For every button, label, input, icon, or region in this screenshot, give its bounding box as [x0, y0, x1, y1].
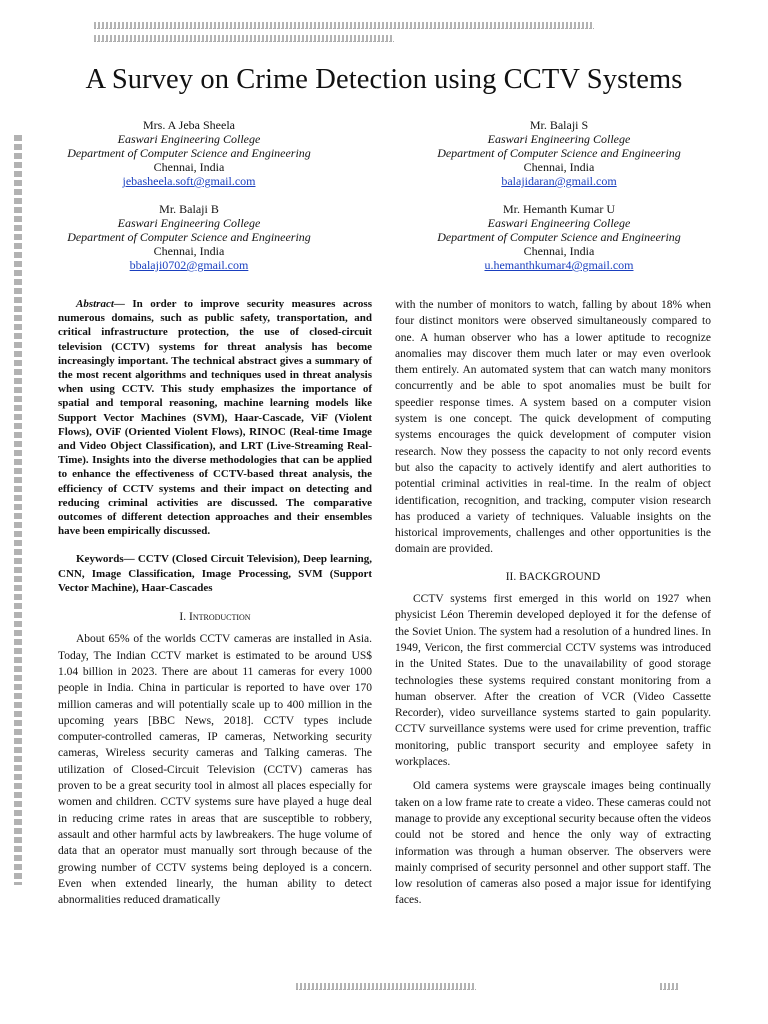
- abstract-text: In order to improve security measures across numerous domains, such as public safety, transportation, and critical infrastructure protection, the use of closed-circuit television (CCTV) systems for threat analysis has become increasingly important. The technical abstract gives a summary of the most recent algorithms and techniques used in threat analysis when using CCTV. This study emphasizes the importance of spatial and temporal reasoning, machine learning models like Support Vector Machines (SVM), Haar-Cascade, ViF (Violent Flows), OViF (Oriented Violent Flows), RINOC (Real-time Image and Video Object Classification), and LRT (Live-Streaming Real-Time). Insights into the diverse methodologies that can be applied to enhance the effectiveness of CCTV-based threat analysis, the efficiency of CCTV systems and their impact on detecting and reducing criminal activities are discussed. The comparative outcomes of different detection approaches and their ensembles have been empirically discussed.: [58, 298, 372, 538]
- author-college: Easwari Engineering College: [487, 216, 631, 230]
- author-college: Easwari Engineering College: [117, 216, 261, 230]
- footer-page-number-noise: [660, 983, 678, 990]
- author-city: Chennai, India: [153, 244, 225, 258]
- author-dept: Department of Computer Science and Engineering: [437, 230, 681, 244]
- author-college: Easwari Engineering College: [117, 132, 261, 146]
- author-dept: Department of Computer Science and Engineering: [437, 146, 681, 160]
- author-college: Easwari Engineering College: [487, 132, 631, 146]
- author-name: Mrs. A Jeba Sheela: [143, 118, 235, 132]
- abstract: [58, 297, 372, 538]
- author-city: Chennai, India: [523, 244, 595, 258]
- header-noise: [94, 22, 594, 48]
- author-email-link[interactable]: u.hemanthkumar4@gmail.com: [484, 258, 634, 272]
- author-dept: Department of Computer Science and Engineering: [67, 146, 311, 160]
- footer-noise: [296, 983, 476, 990]
- header-noise-line: [94, 22, 594, 29]
- side-margin-marks: [14, 135, 22, 885]
- introduction-text: About 65% of the worlds CCTV cameras are installed in Asia. Today, The Indian CCTV market is estimated to be around US$ 1.04 billion in 2023. There are about 11 cameras for every 1000 people in India. China in particular is reported to have over 170 million cameras and will potentially scale up to 400 million in the upcoming years [BBC News, 2018]. CCTV types include computer-controlled cameras, IP cameras, Networking security cameras, Wireless security cameras and Talking cameras. The utilization of Closed-Circuit Television (CCTV) cameras has proven to be a great security tool in almost all places especially for women and children. CCTV systems sure have played a huge deal in reducing crime rates in areas that are susceptible to robbery, assault and other harmful acts by lawbreakers. The huge volume of data that an operator must manually sort through because of the growing number of CCTV systems being deployed is a concern. Even when extended linearly, the human ability to detect abnormalities reduced dramatically: [58, 633, 372, 907]
- author-email-link[interactable]: bbalaji0702@gmail.com: [129, 258, 249, 272]
- author-name: Mr. Balaji B: [159, 202, 219, 216]
- background-paragraph-2: Old camera systems were grayscale images being continually taken on a low frame rate to create a video. These cameras could not manage to provide any exceptional security because often the videos could not be stored and hence the only way of extracting information was through a human observer. The observers were mainly comprised of security personnel and other support staff. The low resolution of cameras also posed a major issue for identifying faces.: [395, 780, 711, 907]
- author-city: Chennai, India: [523, 160, 595, 174]
- introduction-continued-text: with the number of monitors to watch, falling by about 18% when four distinct monitors were observed simultaneously compared to one. A human observer who has a lower aptitude to recognize anomalies may discover them much later or may even overlook them entirely. An automated system that can watch many monitors concurrently and be able to spot anomalies must be built for speedier response times. A system based on a computer vision system is one concept. The quick development of computing systems encourages the quick development of computer vision research. Now they possess the capacity to not only record events but also the capacity to actively identify and alert authorities to potential criminal activities in real-time. In the realm of object identification, recognition, and tracking, computer vision research has produced a variety of techniques. Valuable insights on the historical improvements, challenges and other opportunities is the domain are provided.: [395, 299, 711, 556]
- author-name: Mr. Hemanth Kumar U: [503, 202, 615, 216]
- header-noise-line: [94, 35, 394, 42]
- keywords-text: CCTV (Closed Circuit Television), Deep learning, CNN, Image Classification, Image Processing, SVM (Support Vector Machine), Haar-Cascades: [58, 553, 372, 594]
- author-block: [394, 202, 724, 272]
- author-block: [394, 118, 724, 188]
- paper-title: A Survey on Crime Detection using CCTV Systems: [85, 64, 683, 95]
- author-block: [24, 118, 354, 188]
- abstract-lead: Abstract—: [76, 298, 125, 310]
- left-column: [58, 297, 372, 908]
- author-name: Mr. Balaji S: [529, 118, 589, 132]
- keywords-lead: Keywords—: [76, 553, 135, 566]
- section-heading-introduction: I. Introduction: [179, 611, 251, 624]
- author-city: Chennai, India: [153, 160, 225, 174]
- background-paragraph-1: CCTV systems first emerged in this world on 1927 when physicist Léon Theremin developed deployed it for the defense of the Soviet Union. The system had a resolution of a hundred lines. In 1949, Vericon, the first commercial CCTV systems was introduced in the United States. Due to the unavailability of good storage technologies these systems required constant monitoring from a human observer. After the creation of VCR (Video Cassette Recorder), video surveillance systems started to gain popularity. CCTV surveillance systems were used for crime prevention, traffic monitoring, public transport security and employee safety in workplaces.: [395, 593, 711, 769]
- section-heading-background: II. BACKGROUND: [505, 570, 601, 583]
- author-email-link[interactable]: balajidaran@gmail.com: [501, 174, 617, 188]
- author-block: [24, 202, 354, 272]
- keywords: [58, 552, 372, 595]
- author-dept: Department of Computer Science and Engineering: [67, 230, 311, 244]
- author-email-link[interactable]: jebasheela.soft@gmail.com: [122, 174, 256, 188]
- right-column: [395, 297, 711, 909]
